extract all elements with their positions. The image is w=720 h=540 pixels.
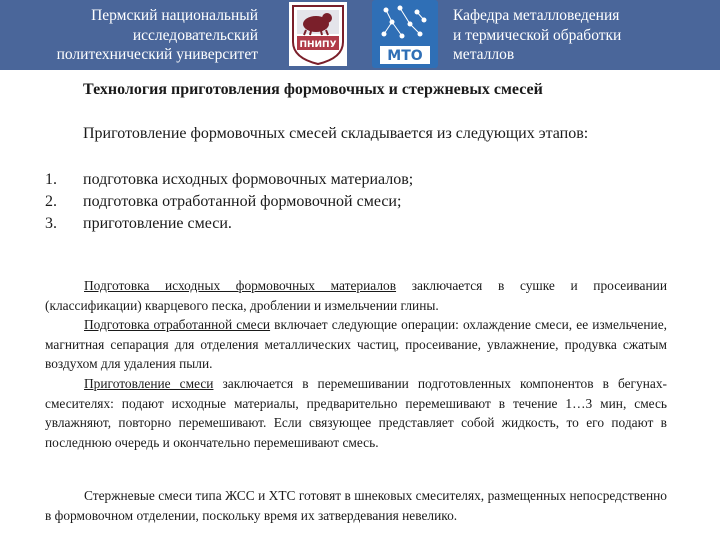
intro-text: Приготовление формовочных смесей складывается из следующих этапов:	[83, 125, 589, 142]
list-item-text: приготовление смеси.	[83, 215, 232, 232]
list-item-number: 1.	[45, 171, 57, 188]
university-logo-text: ПНИПУ	[299, 40, 337, 50]
header-bar	[0, 0, 720, 70]
department-name-line: Кафедра металловедения	[453, 7, 620, 24]
list-item	[45, 169, 685, 191]
university-name-line: исследовательский	[132, 26, 258, 44]
paragraph-term: Приготовление смеси	[84, 375, 214, 391]
list-item	[45, 213, 685, 235]
slide-title: Технология приготовления формовочных и стержневых смесей	[83, 81, 543, 98]
description-paragraph	[45, 315, 667, 374]
department-name	[453, 6, 715, 65]
closing-note	[45, 486, 667, 525]
list-item	[45, 191, 685, 213]
list-item-number: 3.	[45, 215, 57, 232]
paragraph-text: заключается в сушке и просеивании (классификации) кварцевого песка, дроблении и измельчении глины.	[45, 278, 667, 313]
paragraph-text: заключается в перемешивании подготовленных компонентов в бегунах-смесителях: подают исходные материалы, предварительно перемешивают в течение 1…3 мин, смесь увлажняют, повторно перемешивают. Если связующее представляет собой жидкость, то его подают в последнюю очередь и окончательно перемешивают смесь.	[45, 375, 667, 450]
description-body	[45, 276, 667, 452]
list-item-number: 2.	[45, 193, 57, 210]
university-logo	[289, 2, 347, 66]
paragraph-text: включает следующие операции: охлаждение смеси, ее измельчение, магнитная сепарация для отделения металлических частиц, просеивание, увлажнение, продувка сжатым воздухом для удаления пыли.	[45, 317, 667, 372]
steps-list	[45, 169, 685, 235]
paragraph-term: Подготовка отработанной смеси	[84, 317, 271, 333]
department-name-line: металлов	[453, 46, 515, 63]
department-logo	[372, 0, 438, 68]
description-paragraph	[45, 374, 667, 452]
paragraph-term: Подготовка исходных формовочных материалов	[84, 278, 397, 293]
list-item-text: подготовка отработанной формовочной смеси;	[83, 193, 402, 210]
university-name-line: политехнический университет	[56, 46, 258, 63]
closing-paragraph: Стержневые смеси типа ЖСС и ХТС готовят в шнековых смесителях, размещенных непосредственно в формовочном отделении, поскольку время их затвердевания невелико.	[45, 488, 667, 523]
description-paragraph	[45, 276, 667, 315]
list-item-text: подготовка исходных формовочных материалов;	[83, 171, 414, 188]
department-logo-text: МТО	[387, 48, 423, 64]
university-name-line: Пермский национальный	[91, 7, 258, 24]
university-name	[0, 6, 258, 65]
department-name-line: и термической обработки	[453, 26, 622, 44]
